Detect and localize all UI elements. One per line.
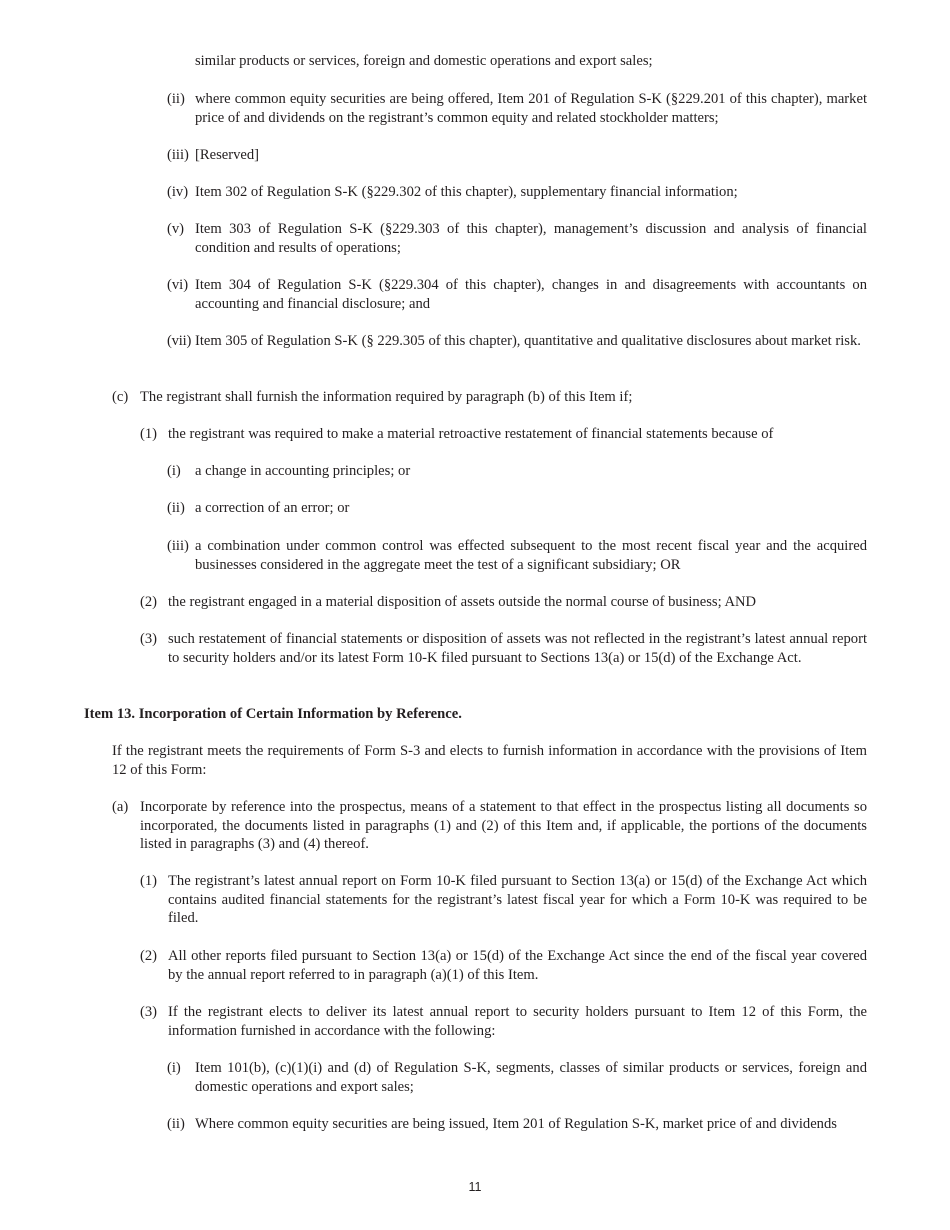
list-item-label: (iv) [167, 184, 189, 200]
list-item [167, 499, 867, 518]
list-item-text: Item 303 of Regulation S-K (§229.303 of this chapter), management’s discussion and analysis of financial condition and results of operations; [195, 221, 867, 256]
list-item [167, 183, 867, 202]
list-item-text: the registrant engaged in a material disposition of assets outside the normal course of business; AND [168, 594, 757, 610]
list-item-label: (iii) [167, 538, 189, 554]
list-item-label: (ii) [167, 500, 185, 516]
list-item-text: a combination under common control was effected subsequent to the most recent fiscal year and the acquired businesses considered in the aggregate meet the test of a significant subsidiary; OR [195, 538, 867, 573]
list-item-text: The registrant shall furnish the information required by paragraph (b) of this Item if; [140, 389, 633, 405]
list-item-label: (ii) [167, 91, 185, 107]
list-item-label: (i) [167, 1060, 181, 1076]
list-item [140, 593, 867, 612]
paragraph-c [112, 388, 867, 407]
list-item [167, 1115, 867, 1134]
list-item-text: If the registrant elects to deliver its latest annual report to security holders pursuant to Item 12 of this Form, the information furnished in accordance with the following: [168, 1004, 867, 1039]
list-item [167, 276, 867, 313]
list-item-label: (a) [112, 799, 129, 815]
list-item [167, 332, 867, 351]
list-item-label: (3) [140, 1004, 158, 1020]
intro-paragraph: If the registrant meets the requirements of Form S-3 and elects to furnish information in accordance with the provisions of Item 12 of this Form: [112, 743, 867, 778]
list-item-label: (1) [140, 873, 158, 889]
list-item [167, 462, 867, 481]
list-item-text: a change in accounting principles; or [195, 463, 411, 479]
list-item [167, 1059, 867, 1096]
list-item [140, 425, 867, 444]
list-item-label: (ii) [167, 1116, 185, 1132]
list-item-text: Where common equity securities are being issued, Item 201 of Regulation S-K, market price of and dividends [195, 1116, 837, 1132]
list-item-label: (vi) [167, 277, 189, 293]
paragraph-a [112, 798, 867, 854]
list-item-label: (1) [140, 426, 158, 442]
list-item [167, 537, 867, 574]
list-item-text: such restatement of financial statements or disposition of assets was not reflected in the registrant’s latest annual report to security holders and/or its latest Form 10-K filed pursuant to Sections 13(a) or 15(d) of the Exchange Act. [168, 631, 867, 666]
list-item [140, 630, 867, 667]
list-item-text: Item 304 of Regulation S-K (§229.304 of this chapter), changes in and disagreements with accountants on accounting and financial disclosure; and [195, 277, 867, 312]
list-item-label: (3) [140, 631, 158, 647]
list-item [167, 220, 867, 257]
list-item-text: [Reserved] [195, 147, 260, 163]
list-item [167, 90, 867, 127]
list-item-text: Item 302 of Regulation S-K (§229.302 of this chapter), supplementary financial information; [195, 184, 738, 200]
list-item-label: (i) [167, 463, 181, 479]
list-item-label: (c) [112, 389, 129, 405]
list-item-text: The registrant’s latest annual report on Form 10-K filed pursuant to Section 13(a) or 15(d) of the Exchange Act which contains audited financial statements for the registrant’s latest fiscal year for which a Form 10-K was required to be filed. [168, 873, 867, 926]
list-item-label: (vii) [167, 333, 192, 349]
page-number: 11 [468, 1180, 482, 1194]
list-item-text: the registrant was required to make a material retroactive restatement of financial statements because of [168, 426, 774, 442]
list-item [140, 947, 867, 984]
list-item-label: (2) [140, 948, 158, 964]
list-item-label: (2) [140, 594, 158, 610]
list-item-label: (v) [167, 221, 185, 237]
list-item-text: All other reports filed pursuant to Section 13(a) or 15(d) of the Exchange Act since the end of the fiscal year covered by the annual report referred to in paragraph (a)(1) of this Item. [168, 948, 867, 983]
list-item [140, 1003, 867, 1040]
list-item-text: Item 305 of Regulation S-K (§ 229.305 of this chapter), quantitative and qualitative disclosures about market risk. [195, 333, 861, 349]
list-item [167, 146, 867, 165]
list-item-text: a correction of an error; or [195, 500, 350, 516]
continuation-text: similar products or services, foreign and domestic operations and export sales; [195, 53, 653, 69]
list-item-text: Item 101(b), (c)(1)(i) and (d) of Regulation S-K, segments, classes of similar products or services, foreign and domestic operations and export sales; [195, 1060, 867, 1095]
list-item-text: Incorporate by reference into the prospectus, means of a statement to that effect in the prospectus listing all documents so incorporated, the documents listed in paragraphs (1) and (2) of this Item and, if applicable, the portions of the documents listed in paragraphs (3) and (4) thereof. [140, 799, 867, 852]
list-item [140, 872, 867, 928]
list-item-text: where common equity securities are being offered, Item 201 of Regulation S-K (§229.201 of this chapter), market price of and dividends on the registrant’s common equity and related stockholder matters; [195, 91, 867, 126]
section-heading: Item 13. Incorporation of Certain Information by Reference. [84, 706, 462, 722]
list-item-label: (iii) [167, 147, 189, 163]
